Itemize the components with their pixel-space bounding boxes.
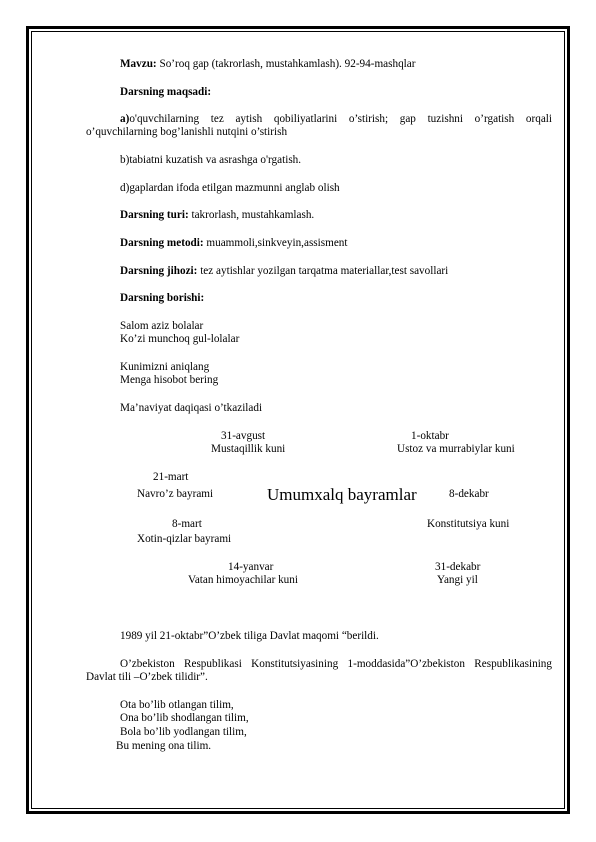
mavzu-line: [120, 58, 415, 71]
mavzu-label: Mavzu:: [120, 58, 157, 70]
borishi-heading: Darsning borishi:: [120, 292, 205, 304]
greeting-line-2: Ko’zi munchoq gul-lolalar: [120, 333, 240, 345]
poem-line-4: Bu mening ona tilim.: [116, 740, 212, 752]
manaviyat-line: Ma’naviyat daqiqasi o’tkaziladi: [120, 402, 263, 414]
goal-b: b)tabiatni kuzatish va asrashga o'rgatish.: [120, 154, 302, 166]
fact-2-line2: Davlat tili –O’zbek tilidir”.: [86, 671, 208, 683]
poem-line-2: Ona bo’lib shodlangan tilim,: [120, 712, 249, 724]
holiday-aug31-name: Mustaqillik kuni: [211, 443, 286, 455]
poem-line-3: Bola bo’lib yodlangan tilim,: [120, 726, 247, 738]
page-border-inner: [31, 31, 565, 809]
holiday-jan14-date: 14-yanvar: [228, 561, 274, 573]
date-line-1: Kunimizni aniqlang: [120, 361, 210, 373]
holiday-dec8-date: 8-dekabr: [449, 488, 489, 500]
fact-2-line1: O’zbekiston Respublikasi Konstitutsiyasining 1-moddasida”O’zbekiston Respublikasining: [120, 658, 552, 670]
holiday-mar8-date: 8-mart: [172, 518, 202, 530]
darsning-metodi: Darsning metodi: muammoli,sinkveyin,assisment: [120, 237, 348, 249]
fact-1: 1989 yil 21-oktabr”O’zbek tiliga Davlat maqomi “berildi.: [120, 630, 379, 642]
holiday-dec31-date: 31-dekabr: [435, 561, 481, 573]
goal-a-line1: a)o'quvchilarning tez aytish qobiliyatlarini o’stirish; gap tuzishni o’rgatish orqali: [120, 113, 552, 125]
holiday-dec8-name: Konstitutsiya kuni: [427, 518, 510, 530]
holiday-aug31-date: 31-avgust: [221, 430, 266, 442]
holiday-mar21-date: 21-mart: [153, 471, 189, 483]
holiday-oct1-name: Ustoz va murrabiylar kuni: [397, 443, 515, 455]
holiday-mar8-name: Xotin-qizlar bayrami: [137, 533, 232, 545]
mavzu-text: So’roq gap (takrorlash, mustahkamlash). 92-94-mashqlar: [156, 58, 416, 70]
darsning-jihozi: Darsning jihozi: tez aytishlar yozilgan tarqatma materiallar,test savollari: [120, 265, 449, 277]
holiday-jan14-name: Vatan himoyachilar kuni: [188, 574, 298, 586]
holiday-mar21-name: Navro’z bayrami: [137, 488, 214, 500]
goal-d: d)gaplardan ifoda etilgan mazmunni anglab olish: [120, 182, 340, 194]
holiday-oct1-date: 1-oktabr: [411, 430, 449, 442]
holiday-dec31-name: Yangi yil: [437, 574, 478, 586]
holidays-center-title: Umumxalq bayramlar: [267, 485, 417, 504]
goal-a-label: a): [120, 113, 130, 125]
maqsad-heading: Darsning maqsadi:: [120, 86, 212, 98]
goal-a-line2: o’quvchilarning bog’lanishli nutqini o’stirish: [86, 126, 288, 138]
darsning-turi: Darsning turi: takrorlash, mustahkamlash.: [120, 209, 315, 221]
poem-line-1: Ota bo’lib otlangan tilim,: [120, 699, 234, 711]
date-line-2: Menga hisobot bering: [120, 374, 219, 386]
greeting-line-1: Salom aziz bolalar: [120, 320, 204, 332]
